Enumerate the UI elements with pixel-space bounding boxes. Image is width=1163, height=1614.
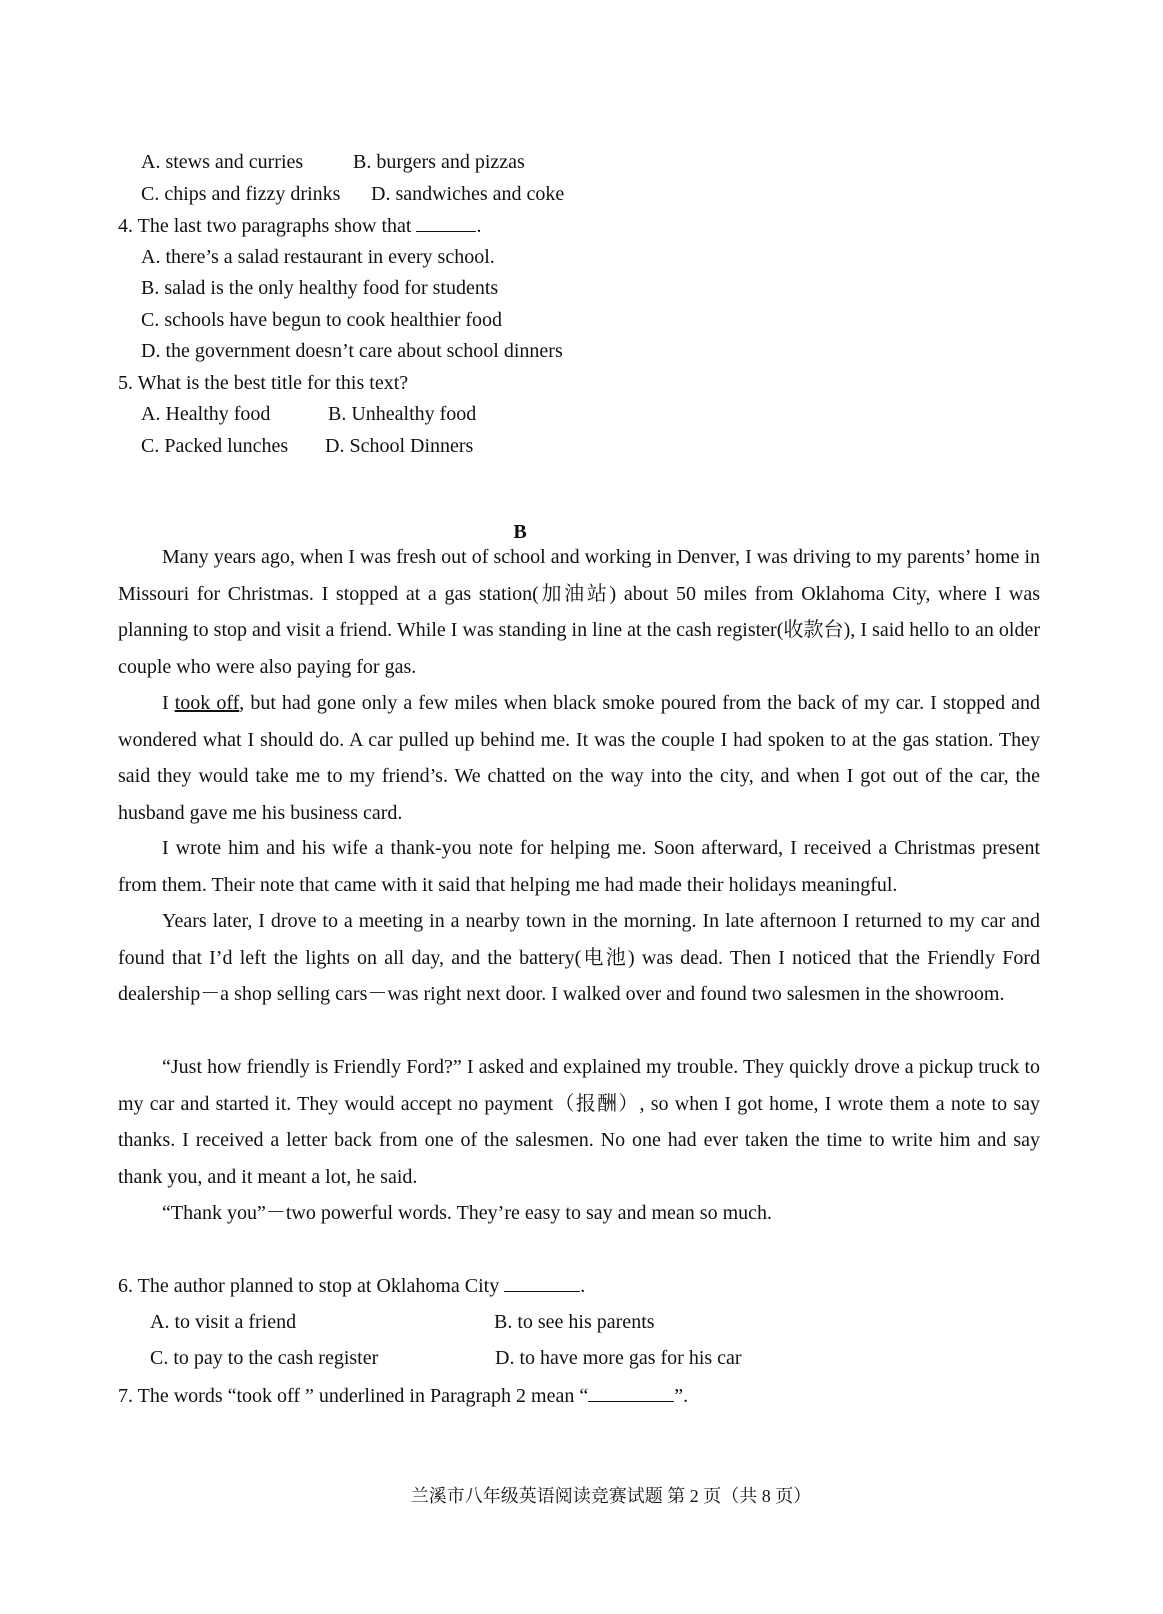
q5-option-a: A. Healthy food: [141, 403, 271, 425]
q6-stem-text: 6. The author planned to stop at Oklahoma City: [118, 1275, 500, 1297]
underlined-phrase-took-off: took off: [174, 692, 240, 714]
q5-stem: 5. What is the best title for this text?: [118, 372, 409, 394]
q6-blank: [504, 1273, 580, 1292]
q5-option-b: B. Unhealthy food: [328, 403, 477, 425]
passage-paragraph-2: [118, 685, 1040, 831]
section-b-title: B: [513, 521, 527, 543]
passage-paragraph-4: Years later, I drove to a meeting in a nearby town in the morning. In late afternoon I returned to my car and found that I’d left the lights on all day, and the battery(电池) was dead. Then I noticed that the Friendly Ford dealership－a shop selling cars－was right next door. I walked over and found two salesmen in the showroom.: [118, 910, 1040, 1006]
q7-stem-text: 7. The words “took off ” underlined in Paragraph 2 mean “: [118, 1385, 589, 1407]
q4-option-a: A. there’s a salad restaurant in every school.: [141, 246, 495, 268]
q6-stem: [118, 1273, 585, 1298]
q6-option-b: B. to see his parents: [494, 1311, 655, 1333]
paragraph-2-rest: , but had gone only a few miles when black smoke poured from the back of my car. I stopped and wondered what I should do. A car pulled up behind me. It was the couple I had spoken to at the gas station. They said they would take me to my friend’s. We chatted on the way into the city, and when I got out of the car, the husband gave me his business card.: [118, 692, 1040, 824]
q3-option-c: C. chips and fizzy drinks: [141, 183, 341, 205]
q7-blank: [588, 1383, 674, 1402]
q4-stem: [118, 213, 481, 238]
q6-option-c: C. to pay to the cash register: [150, 1347, 379, 1369]
q6-option-a: A. to visit a friend: [150, 1311, 297, 1333]
q4-stem-end: .: [476, 215, 482, 237]
q7-stem-end: ”.: [674, 1385, 689, 1407]
q3-option-b: B. burgers and pizzas: [353, 151, 525, 173]
passage-paragraph-3: I wrote him and his wife a thank-you note for helping me. Soon afterward, I received a Christmas present from them. Their note that came with it said that helping me had made their holidays meaningful.: [118, 837, 1040, 896]
passage-paragraph-6: “Thank you”－two powerful words. They’re easy to say and mean so much.: [162, 1202, 773, 1224]
q4-stem-text: 4. The last two paragraphs show that: [118, 215, 412, 237]
q4-blank: [416, 213, 476, 232]
q4-option-d: D. the government doesn’t care about school dinners: [141, 340, 563, 362]
q4-option-c: C. schools have begun to cook healthier food: [141, 309, 503, 331]
paragraph-2-start: I: [162, 692, 175, 714]
passage-paragraph-5: “Just how friendly is Friendly Ford?” I asked and explained my trouble. They quickly drove a pickup truck to my car and started it. They would accept no payment（报酬）, so when I got home, I wrote them a note to say thanks. I received a letter back from one of the salesmen. No one had ever taken the time to write him and say thank you, and it meant a lot, he said.: [118, 1056, 1040, 1188]
q5-option-c: C. Packed lunches: [141, 435, 289, 457]
q7-stem: [118, 1383, 688, 1408]
passage-paragraph-1: Many years ago, when I was fresh out of school and working in Denver, I was driving to my parents’ home in Missouri for Christmas. I stopped at a gas station(加油站) about 50 miles from Oklahoma City, where I was planning to stop and visit a friend. While I was standing in line at the cash register(收款台), I said hello to an older couple who were also paying for gas.: [118, 546, 1040, 678]
q6-stem-end: .: [580, 1275, 586, 1297]
q5-option-d: D. School Dinners: [325, 435, 474, 457]
q3-option-d: D. sandwiches and coke: [371, 183, 565, 205]
page-footer: 兰溪市八年级英语阅读竞赛试题 第 2 页（共 8 页）: [410, 1486, 812, 1506]
q3-option-a: A. stews and curries: [141, 151, 304, 173]
q6-option-d: D. to have more gas for his car: [495, 1347, 742, 1369]
q4-option-b: B. salad is the only healthy food for students: [141, 277, 499, 299]
